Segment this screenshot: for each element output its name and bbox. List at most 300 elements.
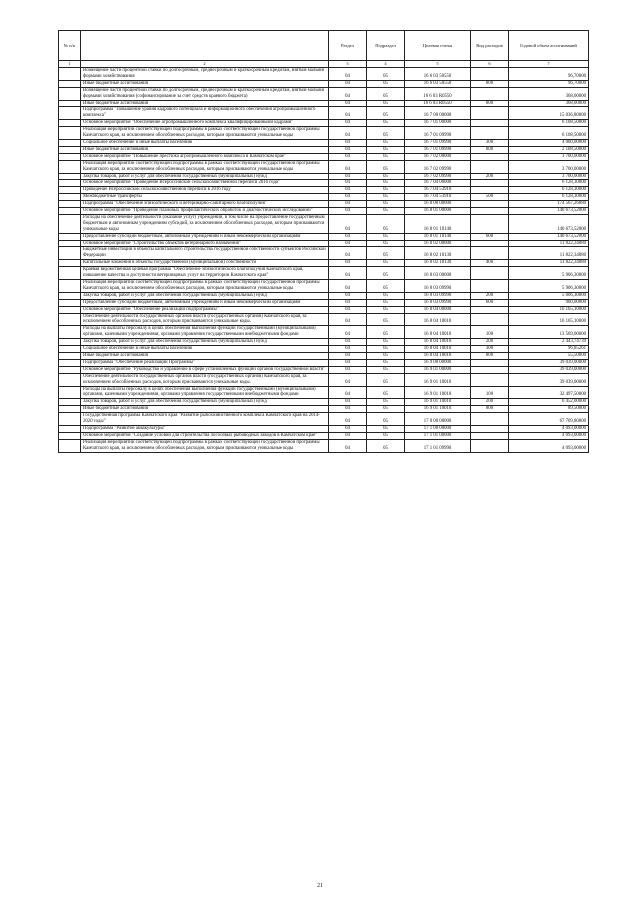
table-row [59,201,589,208]
amount-cell: 6 452,00000 [509,399,589,406]
target-article-cell: 16 8 03 00000 [405,267,471,280]
amount-cell: 11 822,34880 [509,247,589,260]
row-number-cell [59,399,81,406]
table-row [59,146,589,153]
item-name-cell: Основное мероприятие "Руководство и управление в сфере установленных функций органов государственной власти" [81,366,329,373]
section-cell: 04 [329,406,367,413]
expense-type-cell [471,160,509,173]
table-row [59,406,589,413]
table-row [59,173,589,180]
column-number: 4 [367,61,405,68]
section-cell: 04 [329,292,367,299]
section-cell: 04 [329,386,367,399]
subsection-cell: 05 [367,127,405,140]
table-row [59,432,589,439]
table-row [59,153,589,160]
item-name-cell: Расходы на выплаты персоналу в целях обеспечения выполнения функций государственными (муниципальными) органами, казенными учреждениями, органами управления государственными внебюджетными фондами [81,386,329,399]
target-article-cell: 16 8 01 00000 [405,208,471,215]
target-article-cell: 16 6 03 R0550 [405,100,471,107]
expense-type-cell: 200 [471,292,509,299]
expense-type-cell [471,240,509,247]
subsection-cell: 05 [367,107,405,120]
expense-type-cell: 800 [471,352,509,359]
table-row [59,68,589,81]
section-cell: 04 [329,359,367,366]
section-cell: 04 [329,240,367,247]
table-row [59,439,589,452]
table-row [59,352,589,359]
amount-cell: 6 128,30000 [509,194,589,201]
expense-type-cell [471,366,509,373]
table-row [59,366,589,373]
table-row [59,194,589,201]
expense-type-cell [471,187,509,194]
amount-cell: 140 673,52000 [509,214,589,233]
table-row [59,280,589,293]
section-cell: 04 [329,267,367,280]
subsection-cell: 05 [367,386,405,399]
amount-cell: 3 700,00000 [509,173,589,180]
item-name-cell: Основное мероприятие "Строительство объектов ветеринарного назначения" [81,240,329,247]
target-article-cell: 16 7 01 09990 [405,146,471,153]
expense-type-cell [471,208,509,215]
target-article-cell: 16 9 01 10010 [405,399,471,406]
expense-type-cell: 200 [471,173,509,180]
row-number-cell [59,120,81,127]
expense-type-cell: 800 [471,146,509,153]
section-cell: 04 [329,201,367,208]
section-cell: 04 [329,80,367,87]
subsection-cell: 05 [367,267,405,280]
expense-type-cell [471,107,509,120]
target-article-cell: 16 9 01 10010 [405,386,471,399]
amount-cell: 174 567,26880 [509,201,589,208]
row-number-cell [59,87,81,100]
section-cell: 04 [329,87,367,100]
column-number: 3 [329,61,367,68]
item-name-cell: Иные бюджетные ассигнования [81,352,329,359]
subsection-cell: 05 [367,247,405,260]
subsection-cell: 05 [367,346,405,353]
table-row [59,139,589,146]
table-row [59,267,589,280]
column-number-row [59,61,589,68]
section-cell: 04 [329,432,367,439]
row-number-cell [59,352,81,359]
row-number-cell [59,373,81,386]
subsection-cell: 05 [367,80,405,87]
section-cell: 04 [329,153,367,160]
table-row [59,208,589,215]
subsection-cell: 05 [367,280,405,293]
table-row [59,187,589,194]
amount-cell: 5 006,30000 [509,292,589,299]
amount-cell: 5 906,30000 [509,267,589,280]
section-cell: 04 [329,280,367,293]
section-cell: 04 [329,413,367,426]
subsection-cell: 05 [367,399,405,406]
table-row [59,306,589,313]
header-subsection: Подраздел [367,31,405,61]
target-article-cell: 16 8 01 10140 [405,233,471,240]
row-number-cell [59,240,81,247]
item-name-cell: Обеспечение деятельности государственных органов власти (государственных органов) Камчатского края, за исключением обособленных расходов, которым присваиваются уникальные коды. [81,313,329,326]
table-row [59,80,589,87]
row-number-cell [59,366,81,373]
amount-cell: 55,50000 [509,352,589,359]
budget-table-page [58,30,588,453]
target-article-cell: 16 7 04 53910 [405,194,471,201]
subsection-cell: 05 [367,299,405,306]
table-row [59,413,589,426]
subsection-cell: 05 [367,339,405,346]
target-article-cell: 16 8 04 10010 [405,313,471,326]
target-article-cell: 16 7 04 53910 [405,187,471,194]
item-name-cell: Подпрограмма "Обеспечение реализации Программы" [81,359,329,366]
item-name-cell: Расходы на обеспечение деятельности (оказание услуг) учреждений, в том числе на предоставление государственным бюджетным и автономным учреждениям субсидий, за исключением обособленных расходов, которым присваиваются уникальные коды [81,214,329,233]
expense-type-cell [471,359,509,366]
row-number-cell [59,107,81,120]
item-name-cell: Основное мероприятие "Проведение плановых профилактических обработок и диагностических исследований" [81,208,329,215]
expense-type-cell: 300 [471,346,509,353]
target-article-cell: 16 8 03 09990 [405,292,471,299]
item-name-cell: Возмещение части процентной ставки по долгосрочным, среднесрочным и краткосрочным кредитам, взятым малыми формами хозяйствования [81,68,329,81]
expense-type-cell [471,439,509,452]
subsection-cell: 05 [367,153,405,160]
row-number-cell [59,439,81,452]
section-cell: 04 [329,187,367,194]
section-cell: 04 [329,160,367,173]
expense-type-cell: 200 [471,339,509,346]
subsection-cell: 05 [367,240,405,247]
expense-type-cell [471,280,509,293]
table-row [59,292,589,299]
amount-cell: 3 700,00000 [509,160,589,173]
section-cell: 04 [329,100,367,107]
subsection-cell: 05 [367,68,405,81]
expense-type-cell [471,267,509,280]
subsection-cell: 05 [367,292,405,299]
expense-type-cell [471,68,509,81]
target-article-cell: 16 7 01 09990 [405,127,471,140]
item-name-cell: Подпрограмма "Повышение уровня кадрового потенциала и информационного обеспечения агропромышленного комплекса" [81,107,329,120]
target-article-cell: 16 9 01 10010 [405,373,471,386]
target-article-cell: 16 9 01 10010 [405,406,471,413]
item-name-cell: Закупка товаров, работ и услуг для обеспечения государственных (муниципальных) нужд [81,173,329,180]
amount-cell: 4 093,00000 [509,425,589,432]
row-number-cell [59,127,81,140]
target-article-cell: 16 8 02 10130 [405,247,471,260]
table-row [59,100,589,107]
target-article-cell: 16 6 03 50550 [405,80,471,87]
row-number-cell [59,260,81,267]
row-number-cell [59,386,81,399]
amount-cell: 4 000,00000 [509,139,589,146]
table-row [59,127,589,140]
row-number-cell [59,280,81,293]
row-number-cell [59,100,81,107]
section-cell: 04 [329,346,367,353]
target-article-cell: 16 7 02 00000 [405,153,471,160]
subsection-cell: 05 [367,260,405,267]
amount-cell: 11 822,34880 [509,260,589,267]
item-name-cell: Основное мероприятие "Повышение престижа агропромышленного комплекса в Камчатском крае" [81,153,329,160]
column-number: 7 [509,61,589,68]
target-article-cell: 16 7 01 00000 [405,120,471,127]
row-number-cell [59,247,81,260]
row-number-cell [59,267,81,280]
section-cell: 04 [329,233,367,240]
table-row [59,120,589,127]
amount-cell: 89,50000 [509,406,589,413]
subsection-cell: 05 [367,160,405,173]
header-name [81,31,329,61]
expense-type-cell [471,432,509,439]
amount-cell: 368,00000 [509,87,589,100]
item-name-cell: Проведение Всероссийской сельскохозяйственной переписи в 2016 году [81,187,329,194]
amount-cell: 16 165,10000 [509,313,589,326]
item-name-cell: Реализация мероприятий соответствующей подпрограммы в рамках соответствующей государственной программы Камчатского края, за исключением обособленных расходов, которым присваиваются уникальные коды [81,127,329,140]
subsection-cell: 05 [367,208,405,215]
item-name-cell: Основное мероприятие "Проведение Всероссийской сельскохозяйственной переписи 2016 года" [81,180,329,187]
row-number-cell [59,214,81,233]
expense-type-cell: 100 [471,326,509,339]
subsection-cell: 05 [367,352,405,359]
item-name-cell: Расходы на выплаты персоналу в целях обеспечения выполнения функций государственными (муниципальными) органами, казенными учреждениями, органами управления государственными внебюджетными фондами [81,326,329,339]
table-row [59,425,589,432]
item-name-cell: Подпрограмма "Обеспечение эпизоотического и ветеринарно-санитарного благополучия" [81,201,329,208]
target-article-cell: 16 8 03 09990 [405,299,471,306]
subsection-cell: 05 [367,359,405,366]
subsection-cell: 05 [367,425,405,432]
section-cell: 04 [329,425,367,432]
expense-type-cell: 200 [471,399,509,406]
expense-type-cell [471,413,509,426]
row-number-cell [59,326,81,339]
section-cell: 04 [329,173,367,180]
row-number-cell [59,359,81,366]
expense-type-cell [471,153,509,160]
target-article-cell: 16 8 02 00000 [405,240,471,247]
target-article-cell: 16 8 04 10010 [405,346,471,353]
expense-type-cell: 800 [471,100,509,107]
subsection-cell: 05 [367,439,405,452]
table-row [59,240,589,247]
expense-type-cell [471,87,509,100]
subsection-cell: 05 [367,313,405,326]
header-section: Раздел [329,31,367,61]
item-name-cell: Социальное обеспечение и иные выплаты населению [81,346,329,353]
amount-cell: 96,70000 [509,68,589,81]
amount-cell: 6 128,30000 [509,187,589,194]
target-article-cell: 16 6 03 50550 [405,68,471,81]
item-name-cell: Государственная программа Камчатского края "Развитие рыбохозяйственного комплекса Камчатского края на 2014-2020 годы" [81,413,329,426]
target-article-cell: 16 7 02 09990 [405,160,471,173]
table-row [59,107,589,120]
table-row [59,160,589,173]
subsection-cell: 05 [367,366,405,373]
section-cell: 04 [329,339,367,346]
target-article-cell: 16 8 04 10010 [405,352,471,359]
item-name-cell: Межбюджетные трансферты [81,194,329,201]
subsection-cell: 05 [367,173,405,180]
item-name-cell: Основное мероприятие "Создание условий для строительства лососевых рыбоводных заводов в Камчатском крае" [81,432,329,439]
item-name-cell: Бюджетные инвестиции в объекты капитального строительства государственной собственности субъектов Российской Федерации [81,247,329,260]
subsection-cell: 05 [367,373,405,386]
amount-cell: 2 108,50000 [509,146,589,153]
table-row [59,359,589,366]
row-number-cell [59,187,81,194]
section-cell: 04 [329,68,367,81]
expense-type-cell [471,306,509,313]
section-cell: 04 [329,326,367,339]
amount-cell: 2 443,74739 [509,339,589,346]
amount-cell: 96,85261 [509,346,589,353]
table-row [59,313,589,326]
expense-type-cell [471,214,509,233]
row-number-cell [59,299,81,306]
expense-type-cell: 800 [471,406,509,413]
subsection-cell: 05 [367,180,405,187]
row-number-cell [59,406,81,413]
row-number-cell [59,139,81,146]
header-target: Целевая статья [405,31,471,61]
section-cell: 04 [329,180,367,187]
subsection-cell: 05 [367,146,405,153]
target-article-cell: 17 1 01 09990 [405,439,471,452]
expense-type-cell [471,120,509,127]
section-cell: 04 [329,127,367,140]
item-name-cell: Реализация мероприятий соответствующей подпрограммы в рамках соответствующей государственной программы Камчатского края, за исключением обособленных расходов, которым присваиваются уникальные коды [81,280,329,293]
header-expense-type: Вид расходов [471,31,509,61]
row-number-cell [59,153,81,160]
amount-cell: 96,70000 [509,80,589,87]
amount-cell: 6 108,50000 [509,127,589,140]
item-name-cell: Основное мероприятие "Обеспечение реализации подпрограммы" [81,306,329,313]
target-article-cell: 16 7 00 00000 [405,107,471,120]
item-name-cell: Краевая ведомственная целевая программа "Обеспечение эпизоотического благополучия Камчатского края, повышение качества и доступности ветеринарных услуг на территории Камчатского края" [81,267,329,280]
section-cell: 04 [329,247,367,260]
table-row [59,373,589,386]
row-number-cell [59,432,81,439]
expense-type-cell: 600 [471,299,509,306]
expense-type-cell [471,373,509,386]
item-name-cell: Закупка товаров, работ и услуг для обеспечения государственных (муниципальных) нужд [81,399,329,406]
section-cell: 04 [329,194,367,201]
amount-cell: 368,00000 [509,100,589,107]
expense-type-cell: 100 [471,386,509,399]
item-name-cell: Возмещение части процентной ставки по долгосрочным, среднесрочным и краткосрочным кредитам, взятым малыми формами хозяйствования (софинансирование за счет средств краевого бюджета) [81,87,329,100]
row-number-cell [59,194,81,201]
row-number-cell [59,173,81,180]
target-article-cell: 16 8 03 09990 [405,280,471,293]
amount-cell: 4 093,00000 [509,432,589,439]
expense-type-cell: 600 [471,233,509,240]
subsection-cell: 05 [367,432,405,439]
table-row [59,260,589,267]
table-row [59,339,589,346]
amount-cell: 11 822,34880 [509,240,589,247]
section-cell: 04 [329,208,367,215]
target-article-cell: 16 8 04 00000 [405,306,471,313]
expense-type-cell [471,201,509,208]
amount-cell: 32 497,50000 [509,386,589,399]
table-row [59,180,589,187]
column-number: 6 [471,61,509,68]
table-row [59,214,589,233]
column-number: 2 [81,61,329,68]
table-row [59,233,589,240]
subsection-cell: 05 [367,87,405,100]
expense-type-cell [471,127,509,140]
row-number-cell [59,180,81,187]
amount-cell: 3 700,00000 [509,153,589,160]
section-cell: 04 [329,313,367,326]
table-header-row [59,31,589,61]
subsection-cell: 05 [367,194,405,201]
page-number: 21 [317,883,323,889]
row-number-cell [59,208,81,215]
target-article-cell: 16 8 01 10140 [405,214,471,233]
item-name-cell: Предоставление субсидий бюджетным, автономным учреждениям и иным некоммерческим организациям [81,233,329,240]
amount-cell: 140 673,52000 [509,233,589,240]
row-number-cell [59,306,81,313]
amount-cell: 15 036,80000 [509,107,589,120]
section-cell: 04 [329,373,367,386]
row-number-cell [59,313,81,326]
column-number: 1 [59,61,81,68]
row-number-cell [59,146,81,153]
section-cell: 04 [329,299,367,306]
target-article-cell: 17 0 00 00000 [405,413,471,426]
amount-cell: 13 569,00000 [509,326,589,339]
subsection-cell: 05 [367,214,405,233]
row-number-cell [59,413,81,426]
item-name-cell: Иные бюджетные ассигнования [81,100,329,107]
row-number-cell [59,68,81,81]
item-name-cell: Основное мероприятие "Обеспечение агропромышленного комплекса квалифицированными кадрами" [81,120,329,127]
subsection-cell: 05 [367,406,405,413]
item-name-cell: Предоставление субсидий бюджетным, автономным учреждениям и иным некоммерческим организациям [81,299,329,306]
table-row [59,247,589,260]
subsection-cell: 05 [367,306,405,313]
section-cell: 04 [329,120,367,127]
subsection-cell: 05 [367,139,405,146]
target-article-cell: 17 1 00 00000 [405,425,471,432]
expense-type-cell [471,313,509,326]
table-row [59,386,589,399]
row-number-cell [59,80,81,87]
row-number-cell [59,346,81,353]
expense-type-cell [471,180,509,187]
amount-cell: 39 039,00000 [509,373,589,386]
target-article-cell: 16 9 01 00000 [405,366,471,373]
expense-type-cell: 800 [471,80,509,87]
amount-cell: 6 108,50000 [509,120,589,127]
budget-table [58,30,589,453]
section-cell: 04 [329,366,367,373]
subsection-cell: 05 [367,187,405,194]
item-name-cell: Социальное обеспечение и иные выплаты населению [81,139,329,146]
subsection-cell: 05 [367,120,405,127]
section-cell: 04 [329,306,367,313]
table-row [59,399,589,406]
amount-cell: 5 906,30000 [509,280,589,293]
target-article-cell: 16 9 00 00000 [405,359,471,366]
amount-cell: 140 673,52000 [509,208,589,215]
subsection-cell: 05 [367,326,405,339]
section-cell: 04 [329,352,367,359]
